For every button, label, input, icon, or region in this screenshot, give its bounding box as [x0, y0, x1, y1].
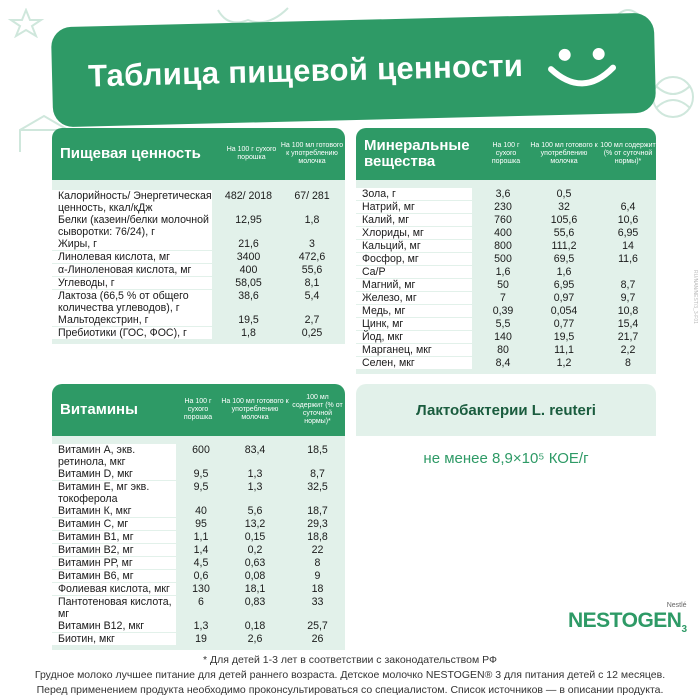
row-label: Железо, мг — [356, 292, 472, 304]
vitamins-col3: 100 мл содержит (% от суточной нормы)* — [292, 394, 343, 425]
minerals-col1: На 100 г сухого порошка — [491, 142, 521, 165]
row-value-a: 19 — [195, 633, 207, 645]
row-value-a: 0,39 — [492, 305, 514, 317]
row-value-a: 130 — [192, 583, 210, 595]
row-value-a: 7 — [500, 292, 506, 304]
row-value-a: 21,6 — [238, 238, 259, 250]
row-value-a: 50 — [497, 279, 509, 291]
row-value-b: 18,1 — [244, 583, 266, 595]
table-row — [356, 253, 656, 266]
row-value-c: 22 — [311, 544, 324, 556]
table-row — [356, 357, 656, 370]
nestogen-logo — [568, 609, 687, 635]
nestle-label: Nestlé — [666, 602, 687, 609]
row-label: Медь, мг — [356, 305, 472, 317]
row-label: Белки (казеин/белки молочной сыворотки: 76/24), г — [52, 214, 212, 238]
row-value-c: 6,95 — [617, 227, 639, 239]
brand-name: NESTOGEN — [568, 609, 682, 632]
table-row — [52, 544, 345, 557]
table-row — [356, 331, 656, 344]
footnote-2: Грудное молоко лучшее питание для детей раннего возраста. Детское молочко NESTOGEN® 3 для питания детей с 12 месяцев. — [34, 669, 666, 681]
star-doodle-icon — [6, 8, 46, 38]
row-label: Пантотеновая кислота, мг — [52, 596, 176, 620]
vitamins-col1: На 100 г сухого порошка — [183, 398, 213, 421]
row-label: Калий, мг — [356, 214, 472, 226]
row-value-b: 0,77 — [553, 318, 575, 330]
row-value-a: 19,5 — [238, 314, 259, 326]
row-value-b: 0,15 — [244, 531, 266, 543]
row-label: Витамин D, мкг — [52, 468, 176, 480]
minerals-col3: 100 мл содержит (% от суточной нормы)* — [600, 142, 656, 165]
row-value-a: 482/ 2018 — [224, 190, 273, 202]
table-row — [52, 570, 345, 583]
table-row — [52, 468, 345, 481]
row-value-b: 2,6 — [247, 633, 263, 645]
row-value-b: 55,6 — [553, 227, 575, 239]
brand-logo — [568, 602, 687, 635]
row-value-b: 67/ 281 — [294, 190, 330, 202]
row-label: Витамин В12, мкг — [52, 620, 176, 632]
row-value-c: 10,8 — [617, 305, 639, 317]
row-value-a: 38,6 — [238, 290, 259, 302]
table-row — [52, 290, 345, 314]
row-value-b: 1,8 — [304, 214, 320, 226]
nutrition-title: Пищевая ценность — [60, 145, 201, 162]
row-value-b: 32 — [558, 201, 570, 213]
table-row — [52, 214, 345, 238]
row-label: Витамин Е, мг экв. токоферола — [52, 481, 176, 505]
row-value-b: 11,1 — [554, 344, 574, 356]
row-value-b: 472,6 — [298, 251, 326, 263]
row-value-a: 1,3 — [193, 620, 209, 632]
row-value-c: 18,7 — [307, 505, 328, 517]
row-value-a: 3,6 — [495, 188, 511, 200]
footnote-1: * Для детей 1-3 лет в соответствии с законодательством РФ — [203, 654, 497, 666]
nutrition-col1: На 100 г сухого порошка — [226, 146, 277, 161]
table-row — [52, 238, 345, 251]
row-value-b: 2,7 — [304, 314, 320, 326]
table-row — [356, 305, 656, 318]
row-label: Йод, мкг — [356, 331, 472, 343]
table-row — [356, 214, 656, 227]
row-value-a: 5,5 — [495, 318, 511, 330]
row-value-a: 0,6 — [193, 570, 209, 582]
row-value-b: 0,63 — [244, 557, 266, 569]
row-label: Хлориды, мг — [356, 227, 472, 239]
row-label: Фосфор, мг — [356, 253, 472, 265]
row-value-b: 69,5 — [553, 253, 575, 265]
row-value-b: 0,054 — [550, 305, 578, 317]
lactobacteria-block — [356, 384, 656, 467]
row-value-b: 0,25 — [301, 327, 323, 339]
row-value-a: 6 — [198, 596, 204, 608]
row-label: Калорийность/ Энергетическая ценность, ккал/кДж — [52, 190, 212, 214]
nutrition-header — [52, 128, 345, 180]
row-value-b: 6,95 — [553, 279, 575, 291]
table-row — [52, 444, 345, 468]
table-row — [52, 557, 345, 570]
table-row — [52, 190, 345, 214]
row-value-b: 0,5 — [556, 188, 572, 200]
row-label: Линолевая кислота, мг — [52, 251, 212, 263]
row-value-a: 4,5 — [193, 557, 209, 569]
table-row — [52, 251, 345, 264]
row-label: Биотин, мкг — [52, 633, 176, 645]
row-value-b: 1,3 — [247, 481, 263, 493]
row-value-b: 0,18 — [244, 620, 266, 632]
row-value-c: 18,8 — [307, 531, 328, 543]
minerals-col2: На 100 мл готового к употреблению молочка — [530, 142, 598, 165]
table-row — [356, 188, 656, 201]
row-label: Пребиотики (ГОС, ФОС), г — [52, 327, 212, 339]
row-label: Витамин В6, мг — [52, 570, 176, 582]
table-row — [52, 314, 345, 327]
row-label: Витамин В1, мг — [52, 531, 176, 543]
row-value-b: 111,2 — [551, 240, 577, 252]
row-value-b: 5,4 — [304, 290, 320, 302]
row-label: Селен, мкг — [356, 357, 472, 369]
minerals-panel — [356, 128, 656, 374]
table-row — [52, 518, 345, 531]
row-value-c: 11,6 — [618, 253, 638, 265]
vitamins-table — [52, 436, 345, 650]
row-value-c: 21,7 — [617, 331, 639, 343]
row-value-c: 2,2 — [620, 344, 636, 356]
page-title: Таблица пищевой ценности — [87, 47, 524, 94]
table-row — [356, 227, 656, 240]
row-value-b: 3 — [309, 238, 315, 250]
row-label: α-Линоленовая кислота, мг — [52, 264, 212, 276]
row-value-b: 0,2 — [247, 544, 263, 556]
row-value-a: 80 — [497, 344, 509, 356]
nutrition-panel — [52, 128, 345, 344]
row-label: Цинк, мг — [356, 318, 472, 330]
row-label: Витамин В2, мг — [52, 544, 176, 556]
row-value-b: 83,4 — [244, 444, 266, 456]
vitamins-panel — [52, 384, 345, 650]
row-value-a: 9,5 — [193, 481, 209, 493]
row-value-b: 8,1 — [304, 277, 320, 289]
row-label: Лактоза (66,5 % от общего количества углеводов), г — [52, 290, 212, 314]
row-value-c: 9 — [314, 570, 321, 582]
row-value-b: 1,3 — [247, 468, 263, 480]
row-label: Натрий, мг — [356, 201, 472, 213]
nutrition-col2: На 100 мл готового к употреблению молочка — [280, 142, 344, 165]
row-value-a: 400 — [494, 227, 512, 239]
vitamins-title: Витамины — [60, 401, 138, 418]
row-label: Углеводы, г — [52, 277, 212, 289]
ball-doodle-icon — [648, 72, 698, 122]
row-label: Жиры, г — [52, 238, 212, 250]
row-value-a: 40 — [195, 505, 207, 517]
row-value-c: 8 — [314, 557, 321, 569]
row-value-a: 230 — [494, 201, 512, 213]
row-label: Зола, г — [356, 188, 472, 200]
row-value-c: 14 — [622, 240, 634, 252]
row-value-c: 8,7 — [310, 468, 325, 480]
row-label: Ca/P — [356, 266, 472, 278]
nutrition-table — [52, 180, 345, 344]
row-label: Мальтодекстрин, г — [52, 314, 212, 326]
row-value-b: 1,2 — [556, 357, 572, 369]
table-row — [356, 279, 656, 292]
smiley-icon — [544, 42, 619, 94]
row-value-b: 19,5 — [553, 331, 575, 343]
row-label: Витамин К, мкг — [52, 505, 176, 517]
row-value-c: 33 — [311, 596, 324, 608]
vitamins-col2: На 100 мл готового к употреблению молочка — [221, 398, 289, 421]
row-value-a: 58,05 — [235, 277, 262, 289]
table-row — [52, 531, 345, 544]
row-value-c: 32,5 — [307, 481, 328, 493]
row-label: Витамин С, мг — [52, 518, 176, 530]
row-value-a: 12,95 — [235, 214, 262, 226]
vitamins-header — [52, 384, 345, 436]
table-row — [52, 620, 345, 633]
row-value-a: 1,8 — [241, 327, 256, 339]
footnote-3: Перед применением продукта необходимо проконсультироваться со специалистом. Список источников — в описании продукта. — [36, 684, 664, 696]
title-banner — [51, 13, 656, 128]
table-row — [52, 277, 345, 290]
row-value-c: 9,7 — [620, 292, 636, 304]
row-value-b: 13,2 — [244, 518, 266, 530]
lactobacteria-title: Лактобактерии L. reuteri — [356, 384, 656, 436]
row-value-a: 1,6 — [495, 266, 511, 278]
lactobacteria-value: не менее 8,9×10⁵ КОЕ/г — [423, 450, 589, 467]
row-label: Магний, мг — [356, 279, 472, 291]
row-value-a: 95 — [195, 518, 207, 530]
row-value-b: 5,6 — [247, 505, 263, 517]
row-value-a: 600 — [192, 444, 210, 456]
row-value-c: 6,4 — [620, 201, 636, 213]
row-value-c: 25,7 — [307, 620, 328, 632]
row-value-a: 1,4 — [193, 544, 209, 556]
row-label: Марганец, мкг — [356, 344, 472, 356]
table-row — [52, 633, 345, 646]
row-value-b: 0,83 — [244, 596, 266, 608]
minerals-table — [356, 180, 656, 374]
table-row — [52, 505, 345, 518]
row-value-a: 8,4 — [495, 357, 511, 369]
table-row — [52, 481, 345, 505]
table-row — [356, 201, 656, 214]
minerals-header — [356, 128, 656, 180]
table-row — [52, 596, 345, 620]
table-row — [356, 344, 656, 357]
row-value-a: 800 — [494, 240, 512, 252]
table-row — [356, 318, 656, 331]
row-value-c: 8,7 — [620, 279, 636, 291]
table-row — [52, 264, 345, 277]
row-label: Витамин А, экв. ретинола, мкг — [52, 444, 176, 468]
row-value-a: 400 — [239, 264, 258, 276]
row-value-a: 1,1 — [193, 531, 209, 543]
row-value-c: 8 — [625, 357, 631, 369]
row-value-a: 760 — [494, 214, 512, 226]
minerals-title: Минеральные вещества — [364, 137, 470, 170]
row-value-b: 0,97 — [553, 292, 575, 304]
row-label: Фолиевая кислота, мкг — [52, 583, 176, 595]
table-row — [52, 583, 345, 596]
row-value-b: 55,6 — [301, 264, 323, 276]
row-value-b: 1,6 — [556, 266, 572, 278]
row-value-a: 9,5 — [193, 468, 209, 480]
row-label: Витамин РР, мг — [52, 557, 176, 569]
row-value-b: 0,08 — [244, 570, 266, 582]
table-row — [356, 266, 656, 279]
row-value-a: 500 — [494, 253, 512, 265]
side-code: RU/NAN/NEST/3_3-F01 — [692, 270, 698, 324]
row-label: Кальций, мг — [356, 240, 472, 252]
brand-number: 3 — [681, 624, 687, 636]
row-value-a: 140 — [494, 331, 512, 343]
row-value-b: 105,6 — [550, 214, 578, 226]
row-value-c: 10,6 — [617, 214, 639, 226]
table-row — [356, 292, 656, 305]
table-row — [356, 240, 656, 253]
row-value-c: 18,5 — [307, 444, 328, 456]
table-row — [52, 327, 345, 340]
row-value-c: 26 — [311, 633, 324, 645]
row-value-c: 18 — [311, 583, 324, 595]
row-value-a: 3400 — [236, 251, 261, 263]
row-value-c: 29,3 — [307, 518, 328, 530]
row-value-c: 15,4 — [617, 318, 639, 330]
